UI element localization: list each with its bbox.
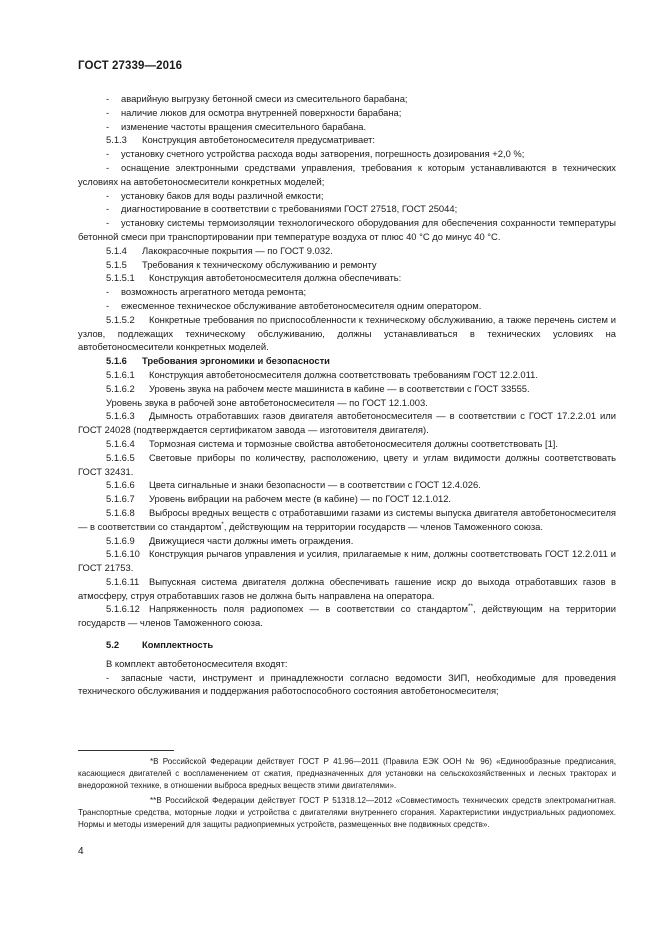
- clause-5-1-6-2-cont: Уровень звука в рабочей зоне автобетоносмесителя — по ГОСТ 12.1.003.: [106, 396, 428, 408]
- clause-5-1-6-8: 5.1.6.8 Выбросы вредных веществ с отработавшими газами из системы выпуска двигателя автобетоносмесителя — в соответствии со стандартом*, действующим на территории государств — членов Таможенного союза.: [78, 506, 616, 532]
- clause-5-1-6-3: 5.1.6.3 Дымность отработавших газов двигателя автобетоносмесителя — в соответствии с ГОСТ 17.2.2.01 или ГОСТ 24028 (подтверждается сертификатом завода — изготовителя двигателя).: [78, 410, 616, 436]
- clause-5-1-6-2: 5.1.6.2 Уровень звука на рабочем месте машиниста в кабине — в соответствии с ГОСТ 33555.: [106, 382, 530, 394]
- footnote-1: *В Российской Федерации действует ГОСТ Р 41.96—2011 (Правила ЕЭК ООН № 96) «Единообразные предписания, касающиеся двигателей с воспламенением от сжатия, предназначенных для установки на сельскохозяйственных и лесных тракторах и внедорожной технике, в отношении выброса вредных веществ этими двигателями».: [78, 757, 616, 790]
- clause-5-1-6-5: 5.1.6.5 Световые приборы по количеству, расположению, цвету и углам видимости должны соответствовать ГОСТ 32431.: [78, 451, 616, 477]
- list-item: - запасные части, инструмент и принадлежности согласно ведомости ЗИП, необходимые для проведения технического обслуживания и поддержания работоспособного состояния автобетоносмесителя;: [78, 671, 616, 697]
- dash-bullet: -: [106, 299, 110, 311]
- dash-bullet: -: [106, 106, 110, 118]
- footnote-ref[interactable]: **: [467, 603, 473, 611]
- clause-5-1-6-heading: 5.1.6 Требования эргономики и безопасности: [106, 355, 330, 367]
- clause-5-1-6-1: 5.1.6.1 Конструкция автобетоносмесителя должна соответствовать требованиям ГОСТ 12.2.011.: [106, 368, 538, 380]
- list-item: - установку баков для воды различной емкости;: [106, 189, 324, 201]
- footnote-divider: [78, 750, 174, 751]
- dash-bullet: -: [106, 286, 110, 298]
- clause-5-1-5: 5.1.5 Требования к техническому обслуживанию и ремонту: [106, 258, 377, 270]
- dash-bullet: -: [106, 93, 110, 104]
- list-item: - оснащение электронными средствами управления, требования к которым устанавливаются в технических условиях на автобетоносмесители конкретных моделей;: [78, 161, 616, 187]
- clause-5-1-6-6: 5.1.6.6 Цвета сигнальные и знаки безопасности — в соответствии с ГОСТ 12.4.026.: [106, 479, 481, 491]
- section-5-2-intro: В комплект автобетоносмесителя входят:: [106, 657, 288, 669]
- list-item: - возможность агрегатного метода ремонта;: [106, 286, 307, 298]
- list-item: - ежесменное техническое обслуживание автобетоносмесителя одним оператором.: [106, 299, 482, 311]
- dash-bullet: -: [106, 161, 110, 173]
- clause-5-1-6-9: 5.1.6.9 Движущиеся части должны иметь ограждения.: [106, 534, 354, 546]
- clause-5-1-6-4: 5.1.6.4 Тормозная система и тормозные свойства автобетоносмесителя должны соответствовать [1].: [106, 437, 558, 449]
- dash-bullet: -: [106, 217, 110, 229]
- list-item: - установку системы термоизоляции технологического оборудования для обеспечения сохранности температуры бетонной смеси при транспортировании при температуре воздуха от плюс 40 °С до минус 40 °С.: [78, 217, 616, 242]
- clause-5-1-3: 5.1.3 Конструкция автобетоносмесителя предусматривает:: [106, 134, 376, 146]
- footnote-ref[interactable]: *: [221, 520, 224, 528]
- dash-bullet: -: [106, 189, 110, 201]
- list-item: - аварийную выгрузку бетонной смеси из смесительного барабана;: [106, 93, 408, 104]
- footnotes: [78, 756, 616, 835]
- clause-5-1-6-11: 5.1.6.11 Выпускная система двигателя должна обеспечивать гашение искр до выхода отработавших газов в атмосферу, струя отработавших газов не должна быть направлена на оператора.: [78, 575, 616, 601]
- document-header: ГОСТ 27339—2016: [78, 60, 183, 72]
- dash-bullet: -: [106, 203, 110, 215]
- page-number: 4: [78, 846, 84, 857]
- dash-bullet: -: [106, 148, 110, 160]
- clause-5-1-4: 5.1.4 Лакокрасочные покрытия — по ГОСТ 9.032.: [106, 244, 333, 256]
- list-item: - установку счетного устройства расхода воды затворения, погрешность дозирования +2,0 %;: [106, 148, 525, 160]
- clause-5-1-6-7: 5.1.6.7 Уровень вибрации на рабочем месте (в кабине) — по ГОСТ 12.1.012.: [106, 493, 452, 505]
- clause-5-1-5-2: 5.1.5.2 Конкретные требования по приспособленности к техническому обслуживанию, а также перечень систем и узлов, подлежащих техническому обслуживанию, должны устанавливаться в технических условиях на автобетоносмесители конкретных моделей.: [78, 313, 616, 353]
- list-item: - диагностирование в соответствии с требованиями ГОСТ 27518, ГОСТ 25044;: [106, 203, 458, 215]
- dash-bullet: -: [106, 120, 110, 132]
- document-body: [78, 92, 616, 698]
- list-item: - изменение частоты вращения смесительного барабана.: [106, 120, 367, 132]
- list-item: - наличие люков для осмотра внутренней поверхности барабана;: [106, 106, 402, 118]
- clause-5-1-6-10: 5.1.6.10 Конструкция рычагов управления и усилия, прилагаемые к ним, должны соответствовать ГОСТ 12.2.011 и ГОСТ 21753.: [78, 548, 616, 574]
- dash-bullet: -: [106, 671, 110, 683]
- clause-5-1-5-1: 5.1.5.1 Конструкция автобетоносмесителя должна обеспечивать:: [106, 272, 402, 284]
- section-5-2-heading: 5.2 Комплектность: [106, 639, 214, 651]
- footnote-2: **В Российской Федерации действует ГОСТ Р 51318.12—2012 «Совместимость технических средств электромагнитная. Транспортные средства, моторные лодки и устройства с двигателями внутреннего сгорания. Характеристики индустриальных радиопомех. Нормы и методы измерений для защиты радиоприемных устройств, размещенных вне подвижных средств».: [78, 796, 616, 829]
- clause-5-1-6-12: 5.1.6.12 Напряженность поля радиопомех — в соответствии со стандартом**, действующим на территории государств — членов Таможенного союза.: [78, 603, 617, 629]
